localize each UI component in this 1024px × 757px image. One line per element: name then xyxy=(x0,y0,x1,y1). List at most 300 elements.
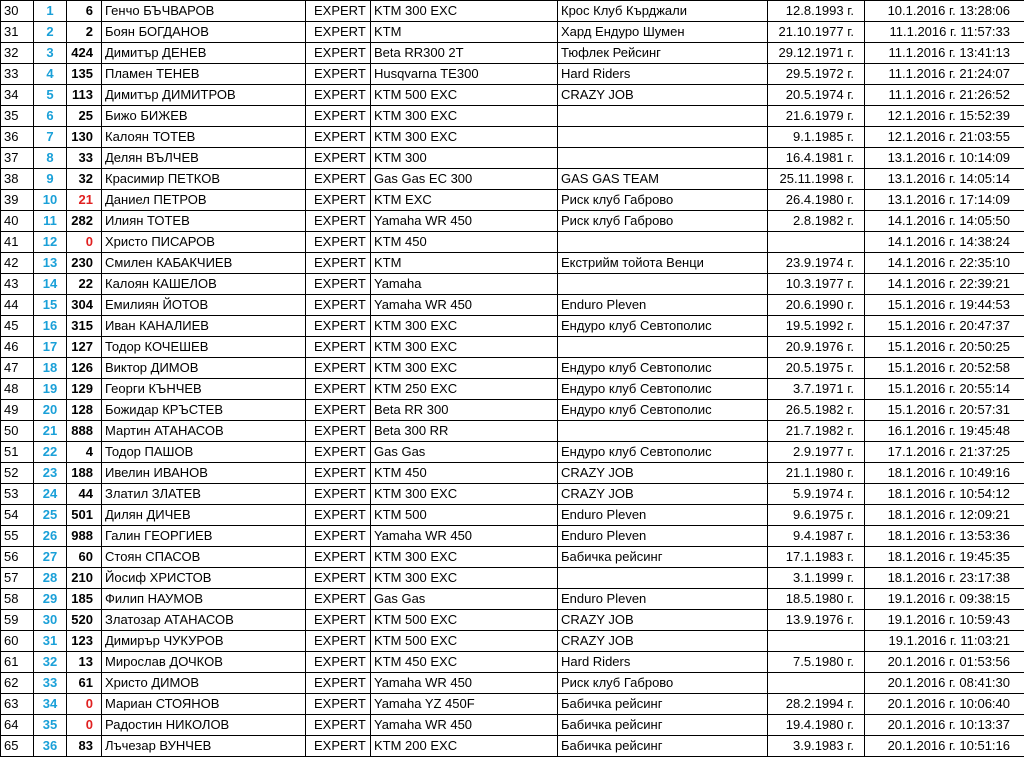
registered-at-cell: 16.1.2016 г. 19:45:48 xyxy=(865,421,1024,442)
registered-at-cell: 15.1.2016 г. 19:44:53 xyxy=(865,295,1024,316)
table-row xyxy=(1,274,1024,295)
row-number-cell: 61 xyxy=(1,652,34,673)
club-cell: Ендуро клуб Севтополис xyxy=(558,358,768,379)
motorcycle-cell: KTM 500 xyxy=(371,505,558,526)
class-cell: EXPERT xyxy=(306,463,371,484)
club-cell: Риск клуб Габрово xyxy=(558,190,768,211)
row-number-cell: 65 xyxy=(1,736,34,757)
club-cell: Бабичка рейсинг xyxy=(558,715,768,736)
club-cell: CRAZY JOB xyxy=(558,610,768,631)
motorcycle-cell: KTM 450 EXC xyxy=(371,652,558,673)
table-row xyxy=(1,484,1024,505)
birth-date-cell: 9.6.1975 г. xyxy=(768,505,865,526)
position-cell: 24 xyxy=(34,484,67,505)
table-row xyxy=(1,85,1024,106)
motorcycle-cell: Beta RR300 2T xyxy=(371,43,558,64)
position-cell: 32 xyxy=(34,652,67,673)
rider-name-cell: Делян ВЪЛЧЕВ xyxy=(102,148,306,169)
class-cell: EXPERT xyxy=(306,85,371,106)
table-row xyxy=(1,43,1024,64)
table-row xyxy=(1,358,1024,379)
row-number-cell: 47 xyxy=(1,358,34,379)
registered-at-cell: 11.1.2016 г. 11:57:33 xyxy=(865,22,1024,43)
position-cell: 18 xyxy=(34,358,67,379)
club-cell xyxy=(558,148,768,169)
start-number-cell: 33 xyxy=(67,148,102,169)
rider-name-cell: Тодор КОЧЕШЕВ xyxy=(102,337,306,358)
birth-date-cell: 20.5.1974 г. xyxy=(768,85,865,106)
club-cell: Бабичка рейсинг xyxy=(558,694,768,715)
registered-at-cell: 10.1.2016 г. 13:28:06 xyxy=(865,1,1024,22)
club-cell: CRAZY JOB xyxy=(558,484,768,505)
class-cell: EXPERT xyxy=(306,568,371,589)
registered-at-cell: 13.1.2016 г. 14:05:14 xyxy=(865,169,1024,190)
rider-name-cell: Георги КЪНЧЕВ xyxy=(102,379,306,400)
birth-date-cell: 21.10.1977 г. xyxy=(768,22,865,43)
rider-name-cell: Красимир ПЕТКОВ xyxy=(102,169,306,190)
class-cell: EXPERT xyxy=(306,484,371,505)
table-row xyxy=(1,337,1024,358)
club-cell: Hard Riders xyxy=(558,64,768,85)
motorcycle-cell: Beta RR 300 xyxy=(371,400,558,421)
club-cell: Ендуро клуб Севтополис xyxy=(558,442,768,463)
birth-date-cell: 26.5.1982 г. xyxy=(768,400,865,421)
start-number-cell: 185 xyxy=(67,589,102,610)
registered-at-cell: 19.1.2016 г. 10:59:43 xyxy=(865,610,1024,631)
registered-at-cell: 14.1.2016 г. 22:39:21 xyxy=(865,274,1024,295)
row-number-cell: 36 xyxy=(1,127,34,148)
motorcycle-cell: Yamaha WR 450 xyxy=(371,715,558,736)
rider-name-cell: Златил ЗЛАТЕВ xyxy=(102,484,306,505)
table-row xyxy=(1,127,1024,148)
motorcycle-cell: Yamaha WR 450 xyxy=(371,526,558,547)
table-row xyxy=(1,568,1024,589)
rider-name-cell: Дилян ДИЧЕВ xyxy=(102,505,306,526)
class-cell: EXPERT xyxy=(306,106,371,127)
birth-date-cell: 2.8.1982 г. xyxy=(768,211,865,232)
motorcycle-cell: Yamaha YZ 450F xyxy=(371,694,558,715)
start-number-cell: 2 xyxy=(67,22,102,43)
position-cell: 27 xyxy=(34,547,67,568)
motorcycle-cell: KTM xyxy=(371,22,558,43)
club-cell: Тюфлек Рейсинг xyxy=(558,43,768,64)
motorcycle-cell: KTM EXC xyxy=(371,190,558,211)
club-cell: Enduro Pleven xyxy=(558,526,768,547)
row-number-cell: 31 xyxy=(1,22,34,43)
start-number-cell: 22 xyxy=(67,274,102,295)
start-number-cell: 0 xyxy=(67,715,102,736)
class-cell: EXPERT xyxy=(306,22,371,43)
registered-at-cell: 11.1.2016 г. 21:26:52 xyxy=(865,85,1024,106)
rider-name-cell: Божидар КРЪСТЕВ xyxy=(102,400,306,421)
start-number-cell: 520 xyxy=(67,610,102,631)
rider-name-cell: Галин ГЕОРГИЕВ xyxy=(102,526,306,547)
motorcycle-cell: KTM 500 EXC xyxy=(371,85,558,106)
start-number-cell: 13 xyxy=(67,652,102,673)
birth-date-cell: 29.5.1972 г. xyxy=(768,64,865,85)
position-cell: 31 xyxy=(34,631,67,652)
start-number-cell: 188 xyxy=(67,463,102,484)
rider-name-cell: Тодор ПАШОВ xyxy=(102,442,306,463)
class-cell: EXPERT xyxy=(306,715,371,736)
class-cell: EXPERT xyxy=(306,148,371,169)
club-cell xyxy=(558,106,768,127)
motorcycle-cell: Gas Gas xyxy=(371,442,558,463)
registered-at-cell: 15.1.2016 г. 20:47:37 xyxy=(865,316,1024,337)
class-cell: EXPERT xyxy=(306,589,371,610)
row-number-cell: 59 xyxy=(1,610,34,631)
birth-date-cell: 3.9.1983 г. xyxy=(768,736,865,757)
row-number-cell: 55 xyxy=(1,526,34,547)
motorcycle-cell: Yamaha WR 450 xyxy=(371,673,558,694)
motorcycle-cell: Gas Gas EC 300 xyxy=(371,169,558,190)
position-cell: 33 xyxy=(34,673,67,694)
registered-at-cell: 18.1.2016 г. 12:09:21 xyxy=(865,505,1024,526)
club-cell: Enduro Pleven xyxy=(558,505,768,526)
registered-at-cell: 14.1.2016 г. 14:38:24 xyxy=(865,232,1024,253)
start-number-cell: 123 xyxy=(67,631,102,652)
class-cell: EXPERT xyxy=(306,379,371,400)
position-cell: 5 xyxy=(34,85,67,106)
rider-name-cell: Генчо БЪЧВАРОВ xyxy=(102,1,306,22)
class-cell: EXPERT xyxy=(306,610,371,631)
table-row xyxy=(1,64,1024,85)
class-cell: EXPERT xyxy=(306,43,371,64)
club-cell xyxy=(558,337,768,358)
table-row xyxy=(1,526,1024,547)
registered-at-cell: 11.1.2016 г. 21:24:07 xyxy=(865,64,1024,85)
table-row xyxy=(1,610,1024,631)
registered-at-cell: 19.1.2016 г. 09:38:15 xyxy=(865,589,1024,610)
position-cell: 25 xyxy=(34,505,67,526)
row-number-cell: 51 xyxy=(1,442,34,463)
registered-at-cell: 18.1.2016 г. 13:53:36 xyxy=(865,526,1024,547)
row-number-cell: 57 xyxy=(1,568,34,589)
birth-date-cell: 21.7.1982 г. xyxy=(768,421,865,442)
row-number-cell: 54 xyxy=(1,505,34,526)
registered-at-cell: 15.1.2016 г. 20:57:31 xyxy=(865,400,1024,421)
motorcycle-cell: KTM 250 EXC xyxy=(371,379,558,400)
position-cell: 30 xyxy=(34,610,67,631)
birth-date-cell: 9.4.1987 г. xyxy=(768,526,865,547)
club-cell: CRAZY JOB xyxy=(558,463,768,484)
class-cell: EXPERT xyxy=(306,1,371,22)
motorcycle-cell: Yamaha WR 450 xyxy=(371,211,558,232)
class-cell: EXPERT xyxy=(306,211,371,232)
club-cell: Крос Клуб Кърджали xyxy=(558,1,768,22)
birth-date-cell xyxy=(768,631,865,652)
table-row xyxy=(1,715,1024,736)
motorcycle-cell: Beta 300 RR xyxy=(371,421,558,442)
row-number-cell: 44 xyxy=(1,295,34,316)
row-number-cell: 63 xyxy=(1,694,34,715)
row-number-cell: 53 xyxy=(1,484,34,505)
birth-date-cell: 19.5.1992 г. xyxy=(768,316,865,337)
birth-date-cell: 10.3.1977 г. xyxy=(768,274,865,295)
start-number-cell: 210 xyxy=(67,568,102,589)
position-cell: 2 xyxy=(34,22,67,43)
birth-date-cell: 16.4.1981 г. xyxy=(768,148,865,169)
row-number-cell: 46 xyxy=(1,337,34,358)
club-cell: GAS GAS TEAM xyxy=(558,169,768,190)
birth-date-cell: 20.9.1976 г. xyxy=(768,337,865,358)
registered-at-cell: 20.1.2016 г. 10:13:37 xyxy=(865,715,1024,736)
rider-name-cell: Емилиян ЙОТОВ xyxy=(102,295,306,316)
birth-date-cell xyxy=(768,673,865,694)
position-cell: 4 xyxy=(34,64,67,85)
class-cell: EXPERT xyxy=(306,400,371,421)
club-cell: Бабичка рейсинг xyxy=(558,736,768,757)
start-number-cell: 60 xyxy=(67,547,102,568)
class-cell: EXPERT xyxy=(306,169,371,190)
registered-at-cell: 18.1.2016 г. 23:17:38 xyxy=(865,568,1024,589)
start-number-cell: 25 xyxy=(67,106,102,127)
row-number-cell: 35 xyxy=(1,106,34,127)
birth-date-cell: 5.9.1974 г. xyxy=(768,484,865,505)
start-number-cell: 0 xyxy=(67,694,102,715)
birth-date-cell: 3.1.1999 г. xyxy=(768,568,865,589)
club-cell: Екстрийм тойота Венци xyxy=(558,253,768,274)
registered-at-cell: 20.1.2016 г. 08:41:30 xyxy=(865,673,1024,694)
rider-name-cell: Мирослав ДОЧКОВ xyxy=(102,652,306,673)
motorcycle-cell: KTM 450 xyxy=(371,232,558,253)
start-number-cell: 0 xyxy=(67,232,102,253)
position-cell: 35 xyxy=(34,715,67,736)
table-row xyxy=(1,211,1024,232)
birth-date-cell: 3.7.1971 г. xyxy=(768,379,865,400)
registered-at-cell: 18.1.2016 г. 19:45:35 xyxy=(865,547,1024,568)
birth-date-cell: 9.1.1985 г. xyxy=(768,127,865,148)
start-number-cell: 44 xyxy=(67,484,102,505)
class-cell: EXPERT xyxy=(306,673,371,694)
rider-name-cell: Мариан СТОЯНОВ xyxy=(102,694,306,715)
row-number-cell: 32 xyxy=(1,43,34,64)
birth-date-cell: 19.4.1980 г. xyxy=(768,715,865,736)
club-cell xyxy=(558,127,768,148)
row-number-cell: 34 xyxy=(1,85,34,106)
position-cell: 13 xyxy=(34,253,67,274)
position-cell: 10 xyxy=(34,190,67,211)
table-body xyxy=(1,1,1024,757)
registered-at-cell: 20.1.2016 г. 10:51:16 xyxy=(865,736,1024,757)
row-number-cell: 33 xyxy=(1,64,34,85)
start-number-cell: 304 xyxy=(67,295,102,316)
table-row xyxy=(1,379,1024,400)
row-number-cell: 39 xyxy=(1,190,34,211)
table-row xyxy=(1,253,1024,274)
birth-date-cell: 21.1.1980 г. xyxy=(768,463,865,484)
start-number-cell: 424 xyxy=(67,43,102,64)
row-number-cell: 64 xyxy=(1,715,34,736)
rider-name-cell: Златозар АТАНАСОВ xyxy=(102,610,306,631)
position-cell: 34 xyxy=(34,694,67,715)
club-cell: Ендуро клуб Севтополис xyxy=(558,379,768,400)
registered-at-cell: 15.1.2016 г. 20:50:25 xyxy=(865,337,1024,358)
motorcycle-cell: KTM 300 EXC xyxy=(371,358,558,379)
birth-date-cell: 23.9.1974 г. xyxy=(768,253,865,274)
registered-at-cell: 14.1.2016 г. 22:35:10 xyxy=(865,253,1024,274)
rider-name-cell: Виктор ДИМОВ xyxy=(102,358,306,379)
start-number-cell: 6 xyxy=(67,1,102,22)
table-row xyxy=(1,652,1024,673)
registered-at-cell: 18.1.2016 г. 10:54:12 xyxy=(865,484,1024,505)
club-cell xyxy=(558,421,768,442)
club-cell: Ендуро клуб Севтополис xyxy=(558,400,768,421)
position-cell: 1 xyxy=(34,1,67,22)
start-number-cell: 83 xyxy=(67,736,102,757)
class-cell: EXPERT xyxy=(306,736,371,757)
registered-at-cell: 12.1.2016 г. 15:52:39 xyxy=(865,106,1024,127)
row-number-cell: 41 xyxy=(1,232,34,253)
motorcycle-cell: Yamaha xyxy=(371,274,558,295)
table-row xyxy=(1,736,1024,757)
registered-at-cell: 15.1.2016 г. 20:52:58 xyxy=(865,358,1024,379)
row-number-cell: 48 xyxy=(1,379,34,400)
club-cell: Бабичка рейсинг xyxy=(558,547,768,568)
start-number-cell: 128 xyxy=(67,400,102,421)
position-cell: 14 xyxy=(34,274,67,295)
start-number-cell: 501 xyxy=(67,505,102,526)
table-row xyxy=(1,421,1024,442)
start-number-cell: 230 xyxy=(67,253,102,274)
row-number-cell: 45 xyxy=(1,316,34,337)
position-cell: 17 xyxy=(34,337,67,358)
rider-name-cell: Стоян СПАСОВ xyxy=(102,547,306,568)
motorcycle-cell: KTM xyxy=(371,253,558,274)
start-number-cell: 315 xyxy=(67,316,102,337)
class-cell: EXPERT xyxy=(306,358,371,379)
position-cell: 28 xyxy=(34,568,67,589)
registered-at-cell: 12.1.2016 г. 21:03:55 xyxy=(865,127,1024,148)
row-number-cell: 40 xyxy=(1,211,34,232)
class-cell: EXPERT xyxy=(306,253,371,274)
table-row xyxy=(1,673,1024,694)
registered-at-cell: 20.1.2016 г. 01:53:56 xyxy=(865,652,1024,673)
class-cell: EXPERT xyxy=(306,190,371,211)
registered-at-cell: 14.1.2016 г. 14:05:50 xyxy=(865,211,1024,232)
position-cell: 23 xyxy=(34,463,67,484)
motorcycle-cell: KTM 500 EXC xyxy=(371,610,558,631)
birth-date-cell: 25.11.1998 г. xyxy=(768,169,865,190)
position-cell: 22 xyxy=(34,442,67,463)
table-row xyxy=(1,442,1024,463)
table-row xyxy=(1,169,1024,190)
birth-date-cell: 28.2.1994 г. xyxy=(768,694,865,715)
motorcycle-cell: KTM 300 EXC xyxy=(371,484,558,505)
position-cell: 16 xyxy=(34,316,67,337)
rider-name-cell: Йосиф ХРИСТОВ xyxy=(102,568,306,589)
birth-date-cell: 2.9.1977 г. xyxy=(768,442,865,463)
birth-date-cell: 20.6.1990 г. xyxy=(768,295,865,316)
birth-date-cell: 18.5.1980 г. xyxy=(768,589,865,610)
class-cell: EXPERT xyxy=(306,547,371,568)
table-row xyxy=(1,631,1024,652)
rider-name-cell: Филип НАУМОВ xyxy=(102,589,306,610)
class-cell: EXPERT xyxy=(306,337,371,358)
class-cell: EXPERT xyxy=(306,274,371,295)
birth-date-cell: 21.6.1979 г. xyxy=(768,106,865,127)
rider-name-cell: Даниел ПЕТРОВ xyxy=(102,190,306,211)
birth-date-cell: 17.1.1983 г. xyxy=(768,547,865,568)
table-row xyxy=(1,295,1024,316)
rider-name-cell: Бижо БИЖЕВ xyxy=(102,106,306,127)
motorcycle-cell: KTM 300 EXC xyxy=(371,127,558,148)
registered-at-cell: 17.1.2016 г. 21:37:25 xyxy=(865,442,1024,463)
motorcycle-cell: KTM 300 EXC xyxy=(371,547,558,568)
birth-date-cell: 12.8.1993 г. xyxy=(768,1,865,22)
row-number-cell: 56 xyxy=(1,547,34,568)
start-number-cell: 126 xyxy=(67,358,102,379)
registered-at-cell: 13.1.2016 г. 10:14:09 xyxy=(865,148,1024,169)
club-cell xyxy=(558,232,768,253)
class-cell: EXPERT xyxy=(306,295,371,316)
position-cell: 29 xyxy=(34,589,67,610)
row-number-cell: 37 xyxy=(1,148,34,169)
start-number-cell: 888 xyxy=(67,421,102,442)
rider-name-cell: Лъчезар ВУНЧЕВ xyxy=(102,736,306,757)
table-row xyxy=(1,1,1024,22)
table-row xyxy=(1,400,1024,421)
table-row xyxy=(1,232,1024,253)
table-row xyxy=(1,148,1024,169)
position-cell: 36 xyxy=(34,736,67,757)
club-cell: Enduro Pleven xyxy=(558,589,768,610)
class-cell: EXPERT xyxy=(306,64,371,85)
start-number-cell: 130 xyxy=(67,127,102,148)
position-cell: 26 xyxy=(34,526,67,547)
motorcycle-cell: KTM 300 EXC xyxy=(371,337,558,358)
club-cell xyxy=(558,274,768,295)
rider-name-cell: Радостин НИКОЛОВ xyxy=(102,715,306,736)
motorcycle-cell: Husqvarna TE300 xyxy=(371,64,558,85)
class-cell: EXPERT xyxy=(306,694,371,715)
class-cell: EXPERT xyxy=(306,442,371,463)
rider-name-cell: Боян БОГДАНОВ xyxy=(102,22,306,43)
club-cell: Риск клуб Габрово xyxy=(558,211,768,232)
club-cell: CRAZY JOB xyxy=(558,85,768,106)
club-cell: Хард Ендуро Шумен xyxy=(558,22,768,43)
position-cell: 20 xyxy=(34,400,67,421)
registered-at-cell: 18.1.2016 г. 10:49:16 xyxy=(865,463,1024,484)
start-number-cell: 129 xyxy=(67,379,102,400)
rider-name-cell: Христо ПИСАРОВ xyxy=(102,232,306,253)
rider-name-cell: Димитър ДИМИТРОВ xyxy=(102,85,306,106)
position-cell: 6 xyxy=(34,106,67,127)
table-row xyxy=(1,190,1024,211)
row-number-cell: 50 xyxy=(1,421,34,442)
row-number-cell: 38 xyxy=(1,169,34,190)
rider-name-cell: Димирър ЧУКУРОВ xyxy=(102,631,306,652)
club-cell: CRAZY JOB xyxy=(558,631,768,652)
table-row xyxy=(1,547,1024,568)
start-number-cell: 282 xyxy=(67,211,102,232)
start-number-cell: 32 xyxy=(67,169,102,190)
row-number-cell: 30 xyxy=(1,1,34,22)
table-row xyxy=(1,589,1024,610)
table-row xyxy=(1,505,1024,526)
position-cell: 19 xyxy=(34,379,67,400)
table-row xyxy=(1,106,1024,127)
motorcycle-cell: KTM 300 xyxy=(371,148,558,169)
position-cell: 12 xyxy=(34,232,67,253)
class-cell: EXPERT xyxy=(306,505,371,526)
position-cell: 11 xyxy=(34,211,67,232)
row-number-cell: 60 xyxy=(1,631,34,652)
birth-date-cell: 29.12.1971 г. xyxy=(768,43,865,64)
registered-at-cell: 11.1.2016 г. 13:41:13 xyxy=(865,43,1024,64)
club-cell: Риск клуб Габрово xyxy=(558,673,768,694)
registered-at-cell: 19.1.2016 г. 11:03:21 xyxy=(865,631,1024,652)
